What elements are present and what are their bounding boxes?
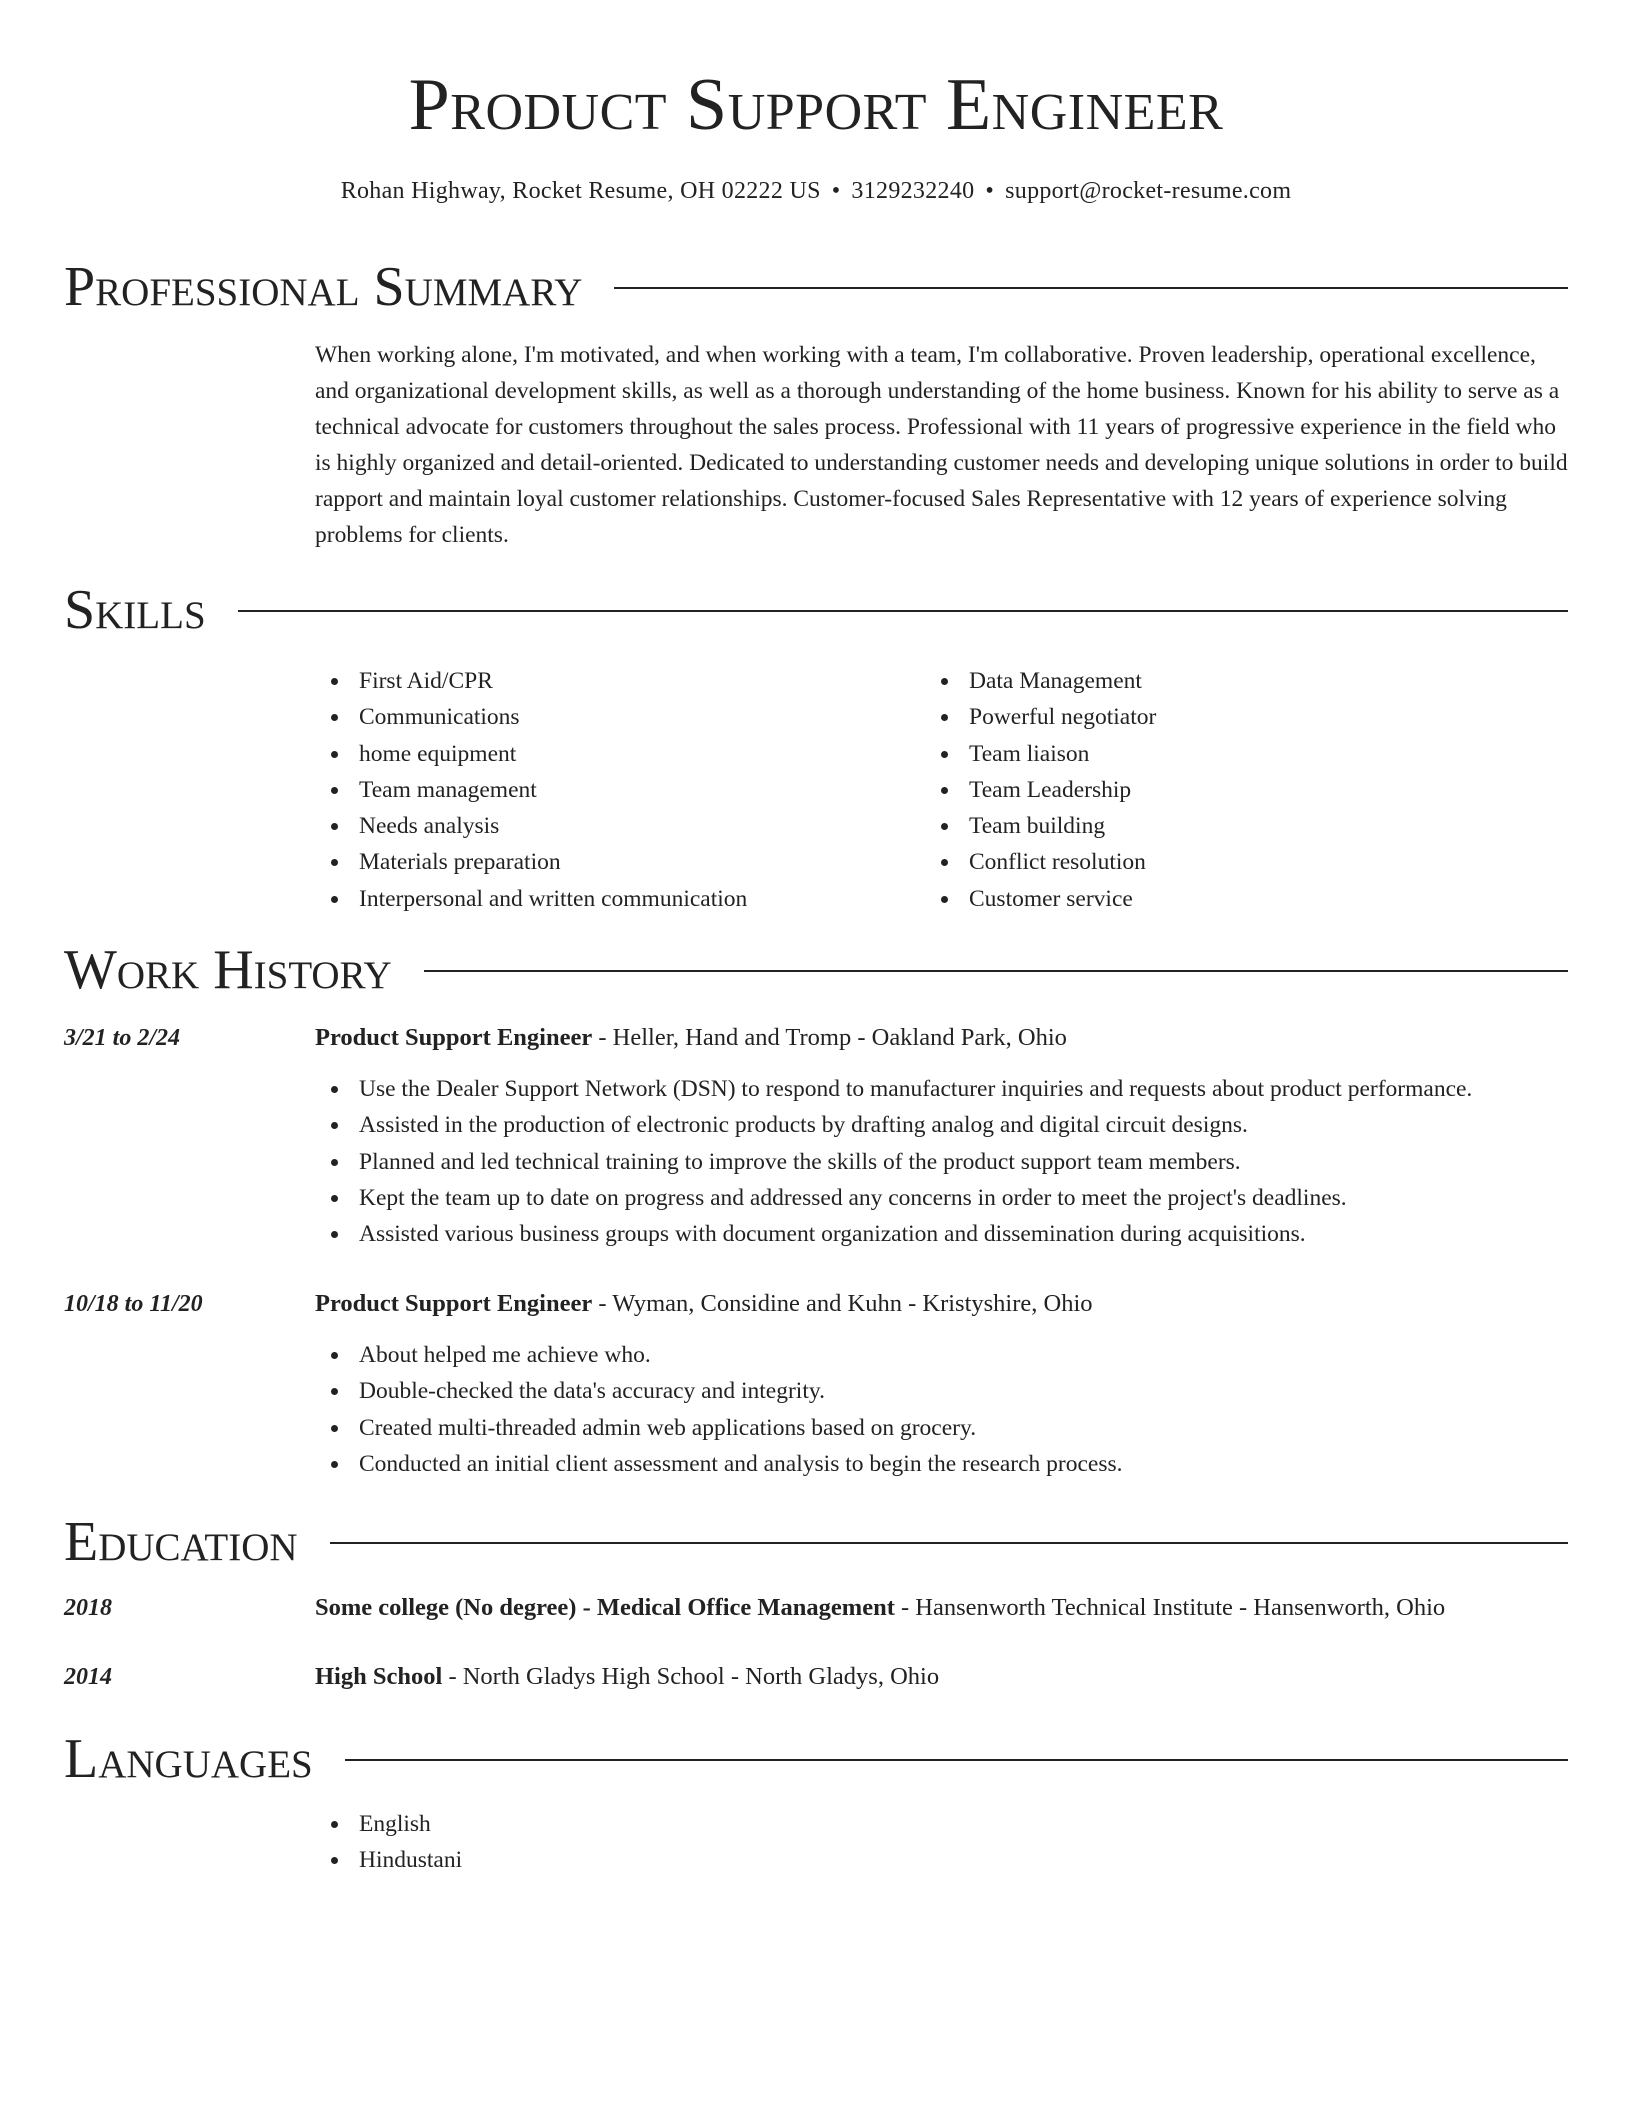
section-divider [330, 1542, 1568, 1544]
job-bullet: Planned and led technical training to improve the skills of the product support team members. [315, 1144, 1568, 1180]
job-employer: - Heller, Hand and Tromp - Oakland Park, Ohio [592, 1024, 1067, 1051]
section-divider [345, 1759, 1568, 1761]
skill-item: Customer service [925, 881, 1525, 917]
contact-separator: • [985, 178, 995, 204]
skill-item: Materials preparation [315, 844, 915, 880]
education-section-header [64, 1506, 1568, 1578]
skill-item: Powerful negotiator [925, 699, 1525, 735]
skill-item: Conflict resolution [925, 844, 1525, 880]
skill-item: Team building [925, 808, 1525, 844]
contact-line [64, 174, 1568, 208]
skill-item: Needs analysis [315, 808, 915, 844]
languages-section-header [64, 1723, 1568, 1795]
contact-phone: 3129232240 [851, 178, 975, 204]
contact-separator: • [831, 178, 841, 204]
job-bullet: Use the Dealer Support Network (DSN) to respond to manufacturer inquiries and requests about product performance. [315, 1071, 1568, 1107]
summary-heading: Professional Summary [64, 256, 583, 318]
page-title: Product Support Engineer [408, 64, 1224, 146]
skills-section-header [64, 574, 1568, 646]
education-school: - Hansenworth Technical Institute - Hansenworth, Ohio [894, 1594, 1446, 1621]
job-bullet: Double-checked the data's accuracy and integrity. [315, 1373, 1568, 1409]
skill-item: Team Leadership [925, 772, 1525, 808]
work-heading: Work History [64, 939, 392, 1001]
education-entry [315, 1590, 1568, 1626]
job-title [315, 1286, 1568, 1322]
contact-address: Rohan Highway, Rocket Resume, OH 02222 US [340, 178, 821, 204]
job-role: Product Support Engineer [315, 1290, 593, 1317]
job-dates: 10/18 to 11/20 [64, 1291, 203, 1317]
job-bullet: Assisted various business groups with document organization and dissemination during acquisitions. [315, 1216, 1568, 1252]
education-entry [315, 1659, 1568, 1695]
education-school: - North Gladys High School - North Gladys, Ohio [442, 1663, 940, 1690]
section-divider [238, 610, 1568, 612]
section-divider [614, 287, 1568, 289]
languages-list [315, 1806, 1568, 1879]
skill-item: Interpersonal and written communication [315, 881, 915, 917]
job-bullet: About helped me achieve who. [315, 1337, 1568, 1373]
job-title [315, 1020, 1568, 1056]
job-bullets [315, 1337, 1568, 1482]
skill-item: Data Management [925, 663, 1525, 699]
job-bullets [315, 1071, 1568, 1252]
job-role: Product Support Engineer [315, 1024, 593, 1051]
job-bullet: Assisted in the production of electronic products by drafting analog and digital circuit designs. [315, 1107, 1568, 1143]
skills-list-right [925, 663, 1525, 917]
job-bullet: Conducted an initial client assessment and analysis to begin the research process. [315, 1446, 1568, 1482]
education-degree: High School [315, 1663, 443, 1690]
section-divider [424, 970, 1568, 972]
education-year: 2018 [64, 1595, 112, 1621]
skill-item: First Aid/CPR [315, 663, 915, 699]
skill-item: Team liaison [925, 736, 1525, 772]
language-item: Hindustani [315, 1842, 1568, 1878]
job-employer: - Wyman, Considine and Kuhn - Kristyshire, Ohio [592, 1290, 1093, 1317]
job-bullet: Kept the team up to date on progress and addressed any concerns in order to meet the project's deadlines. [315, 1180, 1568, 1216]
education-degree: Some college (No degree) - Medical Office Management [315, 1594, 895, 1621]
job-bullet: Created multi-threaded admin web applications based on grocery. [315, 1410, 1568, 1446]
summary-section-header [64, 251, 1568, 323]
languages-heading: Languages [64, 1728, 313, 1790]
work-section-header [64, 934, 1568, 1006]
summary-text: When working alone, I'm motivated, and when working with a team, I'm collaborative. Proven leadership, operational excellence, and organizational development skills, as well as a thorough understanding of the home business. Known for his ability to serve as a technical advocate for customers throughout the sales process. Professional with 11 years of progressive experience in the field who is highly organized and detail-oriented. Dedicated to understanding customer needs and developing unique solutions in order to build rapport and maintain loyal customer relationships. Customer-focused Sales Representative with 12 years of experience solving problems for clients. [315, 342, 1568, 548]
skills-list-left [315, 663, 915, 917]
contact-email: support@rocket-resume.com [1005, 178, 1292, 204]
skill-item: Team management [315, 772, 915, 808]
education-year: 2014 [64, 1664, 112, 1690]
skills-heading: Skills [64, 579, 206, 641]
skill-item: home equipment [315, 736, 915, 772]
education-heading: Education [64, 1511, 298, 1573]
language-item: English [315, 1806, 1568, 1842]
job-dates: 3/21 to 2/24 [64, 1025, 181, 1051]
skill-item: Communications [315, 699, 915, 735]
